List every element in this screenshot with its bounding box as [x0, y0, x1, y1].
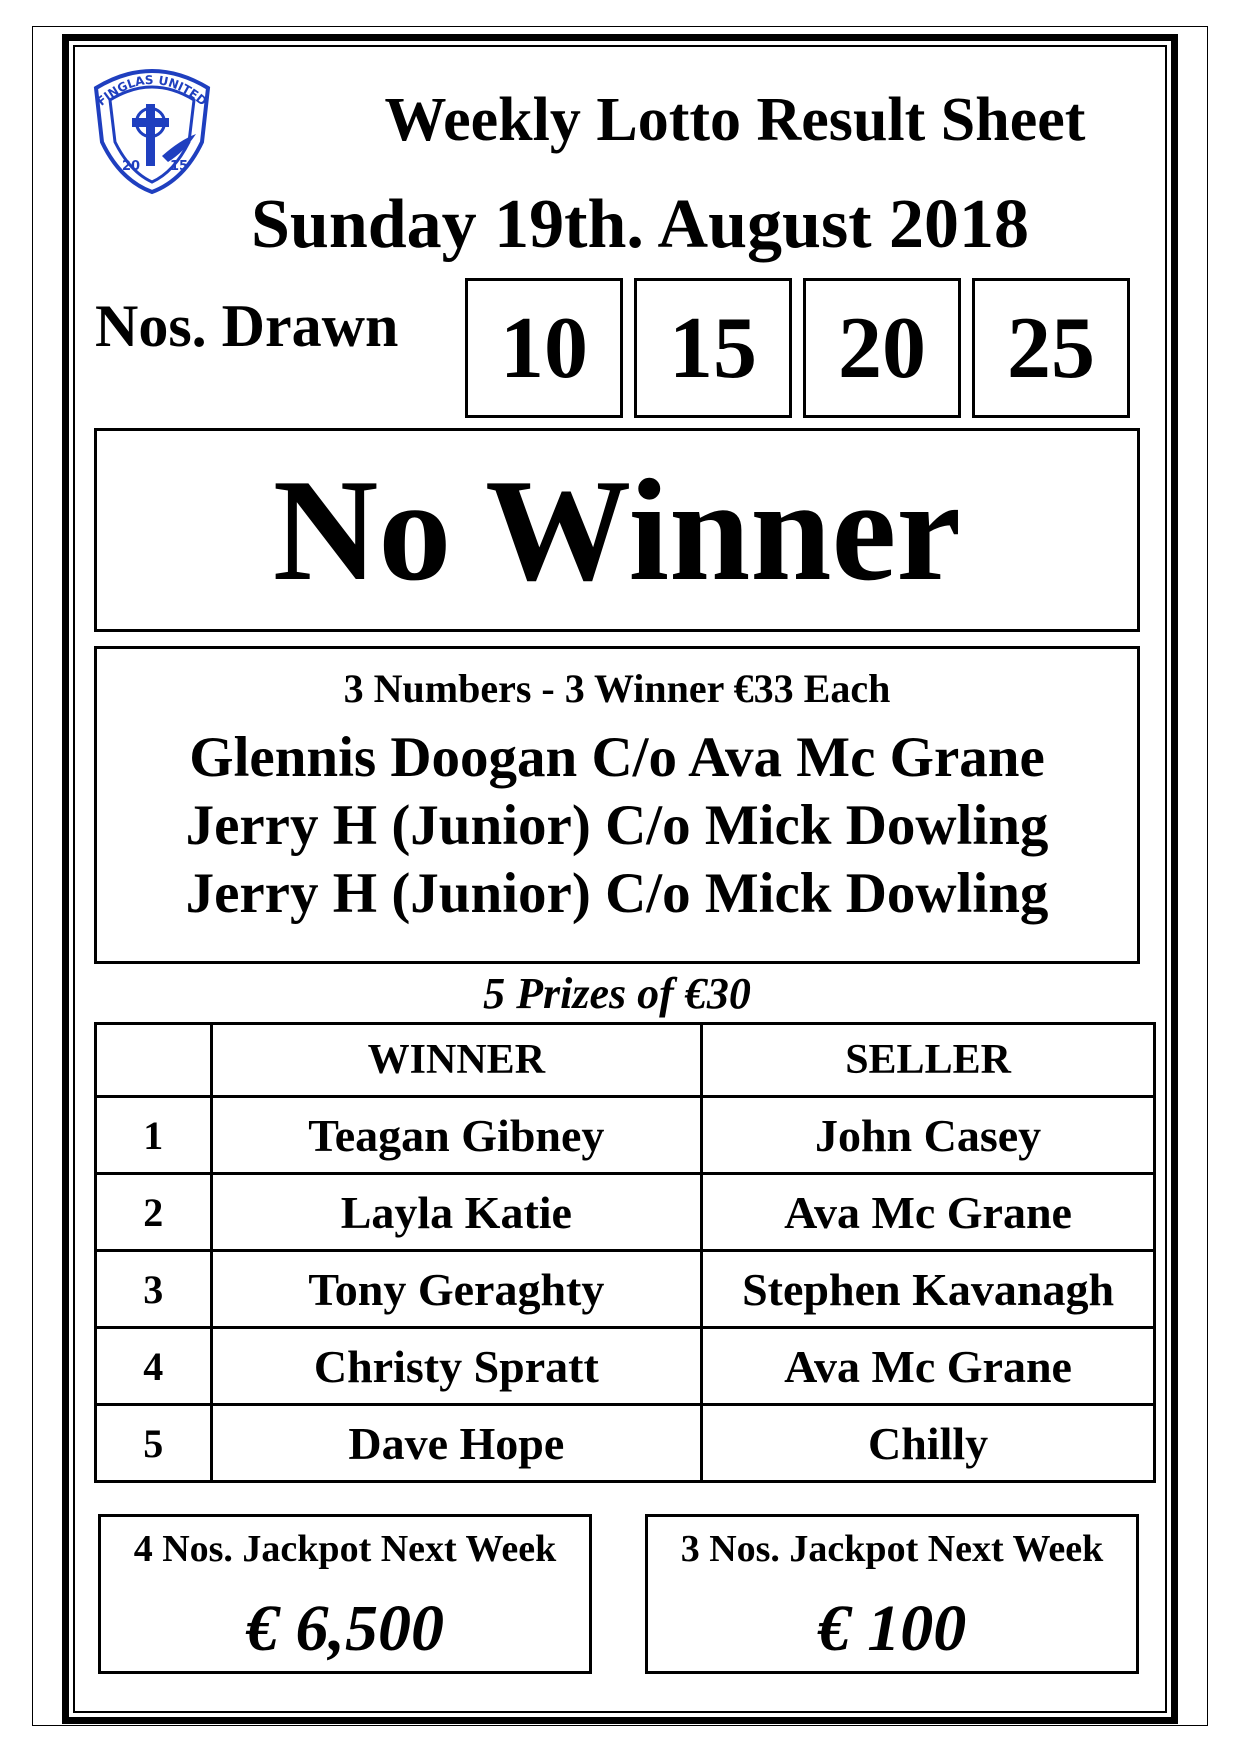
seller-name: Ava Mc Grane [702, 1328, 1155, 1405]
winner-name: Layla Katie [211, 1174, 702, 1251]
three-numbers-header: 3 Numbers - 3 Winner €33 Each [343, 666, 891, 711]
jackpot-3-label: 3 Nos. Jackpot Next Week [680, 1528, 1104, 1570]
row-number: 1 [96, 1097, 212, 1174]
drawn-number-4: 25 [972, 278, 1130, 418]
logo-year-right: 15 [170, 159, 189, 174]
three-numbers-box [94, 646, 1140, 964]
jackpot-4-numbers-box [98, 1514, 592, 1674]
three-numbers-winner-1: Glennis Doogan C/o Ava Mc Grane [189, 726, 1045, 789]
row-number: 2 [96, 1174, 212, 1251]
sheet-title: Weekly Lotto Result Sheet [384, 85, 1086, 154]
column-header-winner: WINNER [211, 1024, 702, 1097]
table-row [96, 1405, 1155, 1482]
jackpot-3-numbers-box [645, 1514, 1139, 1674]
jackpot-4-label: 4 Nos. Jackpot Next Week [133, 1528, 557, 1570]
three-numbers-winner-2: Jerry H (Junior) C/o Mick Dowling [185, 794, 1049, 857]
winner-name: Tony Geraghty [211, 1251, 702, 1328]
three-numbers-winner-3: Jerry H (Junior) C/o Mick Dowling [185, 862, 1049, 925]
main-result-banner: No Winner [94, 428, 1140, 632]
seller-name: Chilly [702, 1405, 1155, 1482]
jackpot-4-amount: € 6,500 [246, 1592, 444, 1665]
table-row [96, 1097, 1155, 1174]
prizes-title: 5 Prizes of €30 [483, 968, 751, 1018]
winner-name: Christy Spratt [211, 1328, 702, 1405]
numbers-drawn-label: Nos. Drawn [95, 292, 399, 359]
row-number: 4 [96, 1328, 212, 1405]
winner-name: Dave Hope [211, 1405, 702, 1482]
seller-name: Ava Mc Grane [702, 1174, 1155, 1251]
column-header-number [96, 1024, 212, 1097]
row-number: 3 [96, 1251, 212, 1328]
logo-club-name: FINGLAS UNITED [94, 72, 210, 109]
drawn-number-1: 10 [465, 278, 623, 418]
seller-name: John Casey [702, 1097, 1155, 1174]
draw-date: Sunday 19th. August 2018 [250, 186, 1030, 263]
seller-name: Stephen Kavanagh [702, 1251, 1155, 1328]
club-crest-logo [84, 60, 220, 196]
drawn-number-2: 15 [634, 278, 792, 418]
table-header-row [96, 1024, 1155, 1097]
prize-winners-table [94, 1022, 1156, 1483]
jackpot-3-amount: € 100 [817, 1592, 967, 1665]
logo-year-left: 20 [122, 159, 141, 174]
row-number: 5 [96, 1405, 212, 1482]
table-row [96, 1328, 1155, 1405]
column-header-seller: SELLER [702, 1024, 1155, 1097]
table-row [96, 1174, 1155, 1251]
table-row [96, 1251, 1155, 1328]
winner-name: Teagan Gibney [211, 1097, 702, 1174]
drawn-number-3: 20 [803, 278, 961, 418]
